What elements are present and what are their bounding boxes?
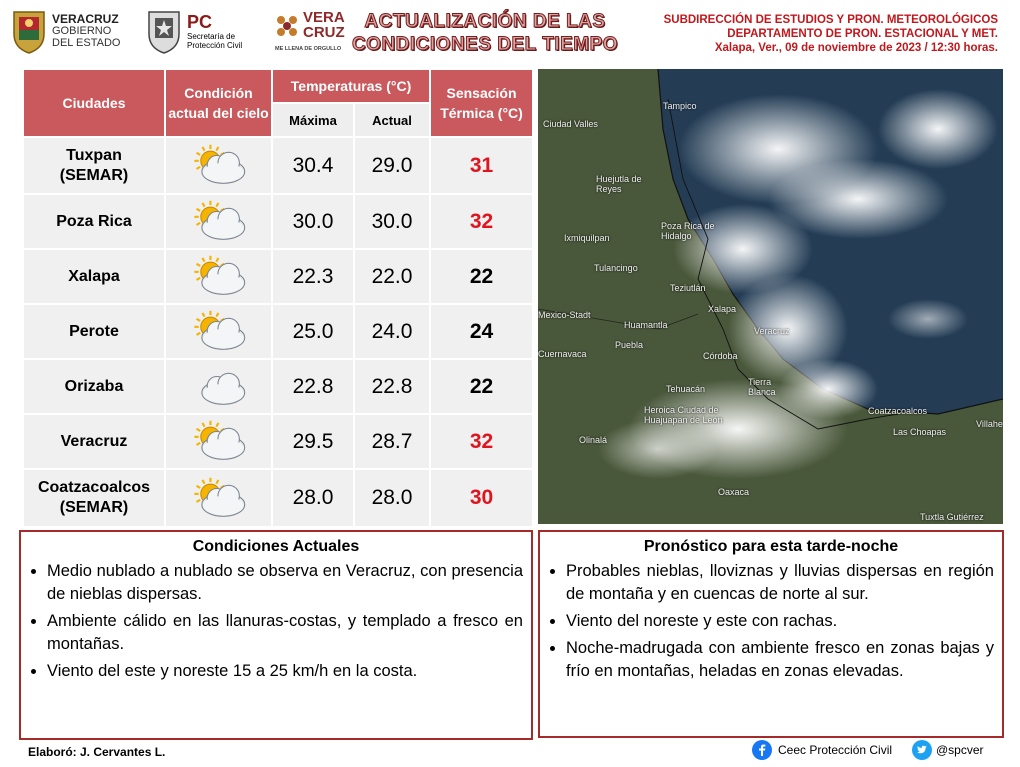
map-label-tierra-blanca: Tierra Blanca <box>748 377 776 397</box>
current-bullet: • Viento del este y noreste 15 a 25 km/h en la costa. <box>47 660 523 683</box>
max-temp: 29.5 <box>272 414 354 469</box>
map-label-tehuacan: Tehuacán <box>666 384 706 394</box>
vera-text: VERA <box>303 9 345 26</box>
city-name: Xalapa <box>23 249 165 304</box>
cruz-text: CRUZ <box>303 24 345 41</box>
map-label-cuernavaca: Cuernavaca <box>538 349 587 359</box>
sensation-temp: 32 <box>430 194 533 249</box>
max-temp: 28.0 <box>272 469 354 527</box>
sensation-temp: 31 <box>430 137 533 194</box>
map-label-huamantla: Huamantla <box>624 320 668 330</box>
actual-temp: 28.7 <box>354 414 430 469</box>
page-title-line1: ACTUALIZACIÓN DE LAS <box>364 11 606 32</box>
city-name: Coatzacoalcos (SEMAR) <box>23 469 165 527</box>
map-label-huejutla: Huejutla de Reyes <box>596 174 642 194</box>
table-row <box>23 249 533 304</box>
map-label-tampico: Tampico <box>663 101 697 111</box>
header-actual: Actual <box>354 103 430 137</box>
header-sensation: Sensación Térmica (°C) <box>430 69 533 137</box>
page-title <box>340 10 630 56</box>
map-label-villahe: Villahe <box>976 419 1003 429</box>
partly-cloudy-sun-icon <box>165 304 272 359</box>
conditions-table <box>22 68 534 528</box>
map-label-veracruz: Veracruz <box>754 326 790 336</box>
satellite-map <box>538 69 1003 524</box>
header-temps: Temperaturas (°C) <box>272 69 430 103</box>
actual-temp: 22.0 <box>354 249 430 304</box>
shield-icon <box>145 8 183 54</box>
veracruz-gobierno-logo <box>10 8 130 56</box>
department-header <box>664 13 998 55</box>
city-name: Poza Rica <box>23 194 165 249</box>
map-label-poza-rica: Poza Rica de Hidalgo <box>661 221 715 241</box>
current-conditions-box <box>19 530 533 740</box>
sensation-temp: 30 <box>430 469 533 527</box>
forecast-bullet: • Noche-madrugada con ambiente fresco en zonas bajas y frío en montañas, heladas en zonas elevadas. <box>566 637 994 683</box>
table-row <box>23 414 533 469</box>
table-row <box>23 469 533 527</box>
logo1-line2: GOBIERNO <box>52 25 112 37</box>
twitter-link[interactable] <box>912 740 984 760</box>
logo3-tagline: ME LLENA DE ORGULLO <box>275 46 342 52</box>
max-temp: 22.3 <box>272 249 354 304</box>
map-label-mexico: Mexico-Stadt <box>538 310 591 320</box>
city-name: Tuxpan (SEMAR) <box>23 137 165 194</box>
actual-temp: 22.8 <box>354 359 430 414</box>
facebook-label: Ceec Protección Civil <box>778 743 893 757</box>
partly-cloudy-sun-icon <box>165 194 272 249</box>
coat-of-arms-icon <box>10 8 48 54</box>
actual-temp: 24.0 <box>354 304 430 359</box>
max-temp: 25.0 <box>272 304 354 359</box>
twitter-label: @spcver <box>936 743 984 757</box>
facebook-icon <box>752 740 772 760</box>
flower-pattern-icon <box>275 14 301 40</box>
map-label-tulancingo: Tulancingo <box>594 263 638 273</box>
city-name: Veracruz <box>23 414 165 469</box>
map-label-teziutlan: Teziutlán <box>670 283 706 293</box>
forecast-bullet: • Probables nieblas, lloviznas y lluvias dispersas en región de montaña y en cuencas de norte al sur. <box>566 560 994 606</box>
current-conditions-title: Condiciones Actuales <box>192 538 360 555</box>
pc-title: PC <box>187 12 213 32</box>
map-label-olinala: Olinalá <box>579 435 608 445</box>
city-name: Perote <box>23 304 165 359</box>
current-conditions-list <box>21 560 531 683</box>
subdirection-text: SUBDIRECCIÓN DE ESTUDIOS Y PRON. METEOROLÓGICOS <box>663 14 998 26</box>
table-row <box>23 304 533 359</box>
satellite-image <box>538 69 1003 524</box>
table-row <box>23 359 533 414</box>
map-label-ixmiquilpan: Ixmiquilpan <box>564 233 610 243</box>
department-text: DEPARTAMENTO DE PRON. ESTACIONAL Y MET. <box>727 28 998 40</box>
logo1-line1: VERACRUZ <box>52 12 119 26</box>
partly-cloudy-sun-icon <box>165 414 272 469</box>
actual-temp: 30.0 <box>354 194 430 249</box>
sensation-temp: 22 <box>430 249 533 304</box>
current-bullet: • Medio nublado a nublado se observa en Veracruz, con presencia de nieblas dispersas. <box>47 560 523 606</box>
forecast-title: Pronóstico para esta tarde-noche <box>643 538 899 555</box>
current-bullet: • Ambiente cálido en las llanuras-costas, y templado a fresco en montañas. <box>47 610 523 656</box>
cloudy-icon <box>165 359 272 414</box>
max-temp: 22.8 <box>272 359 354 414</box>
forecast-bullet: • Viento del noreste y este con rachas. <box>566 610 994 633</box>
header-cities: Ciudades <box>23 69 165 137</box>
facebook-link[interactable] <box>752 740 892 760</box>
sensation-temp: 22 <box>430 359 533 414</box>
partly-cloudy-sun-icon <box>165 469 272 527</box>
twitter-icon <box>912 740 932 760</box>
map-label-puebla: Puebla <box>615 340 644 350</box>
max-temp: 30.0 <box>272 194 354 249</box>
actual-temp: 28.0 <box>354 469 430 527</box>
forecast-box <box>538 530 1004 738</box>
header-condition: Condición actual del cielo <box>165 69 272 137</box>
forecast-list <box>540 560 1002 683</box>
actual-temp: 29.0 <box>354 137 430 194</box>
city-name: Orizaba <box>23 359 165 414</box>
partly-cloudy-sun-icon <box>165 249 272 304</box>
author-credit: Elaboró: J. Cervantes L. <box>28 745 166 759</box>
date-text: Xalapa, Ver., 09 de noviembre de 2023 / 12:30 horas. <box>714 42 998 54</box>
map-label-coatzacoalcos: Coatzacoalcos <box>868 406 928 416</box>
partly-cloudy-sun-icon <box>165 137 272 194</box>
header-max: Máxima <box>272 103 354 137</box>
map-label-huajuapan: Heroica Ciudad de Huajuapan de León <box>644 405 723 425</box>
page-title-line2: CONDICIONES DEL TIEMPO <box>351 34 619 55</box>
table-row <box>23 137 533 194</box>
pc-line2: Protección Civil <box>187 41 243 50</box>
map-label-tuxtla: Tuxtla Gutiérrez <box>920 512 984 522</box>
map-label-cordoba: Córdoba <box>703 351 738 361</box>
max-temp: 30.4 <box>272 137 354 194</box>
map-label-oaxaca: Oaxaca <box>718 487 750 497</box>
map-label-las-choapas: Las Choapas <box>893 427 947 437</box>
map-label-xalapa: Xalapa <box>708 304 737 314</box>
table-row <box>23 194 533 249</box>
sensation-temp: 24 <box>430 304 533 359</box>
veracruz-orgullo-logo <box>275 8 345 56</box>
sensation-temp: 32 <box>430 414 533 469</box>
logo1-line3: DEL ESTADO <box>52 37 121 49</box>
proteccion-civil-logo <box>145 8 255 56</box>
map-label-ciudad-valles: Ciudad Valles <box>543 119 598 129</box>
pc-line1: Secretaría de <box>187 32 236 41</box>
